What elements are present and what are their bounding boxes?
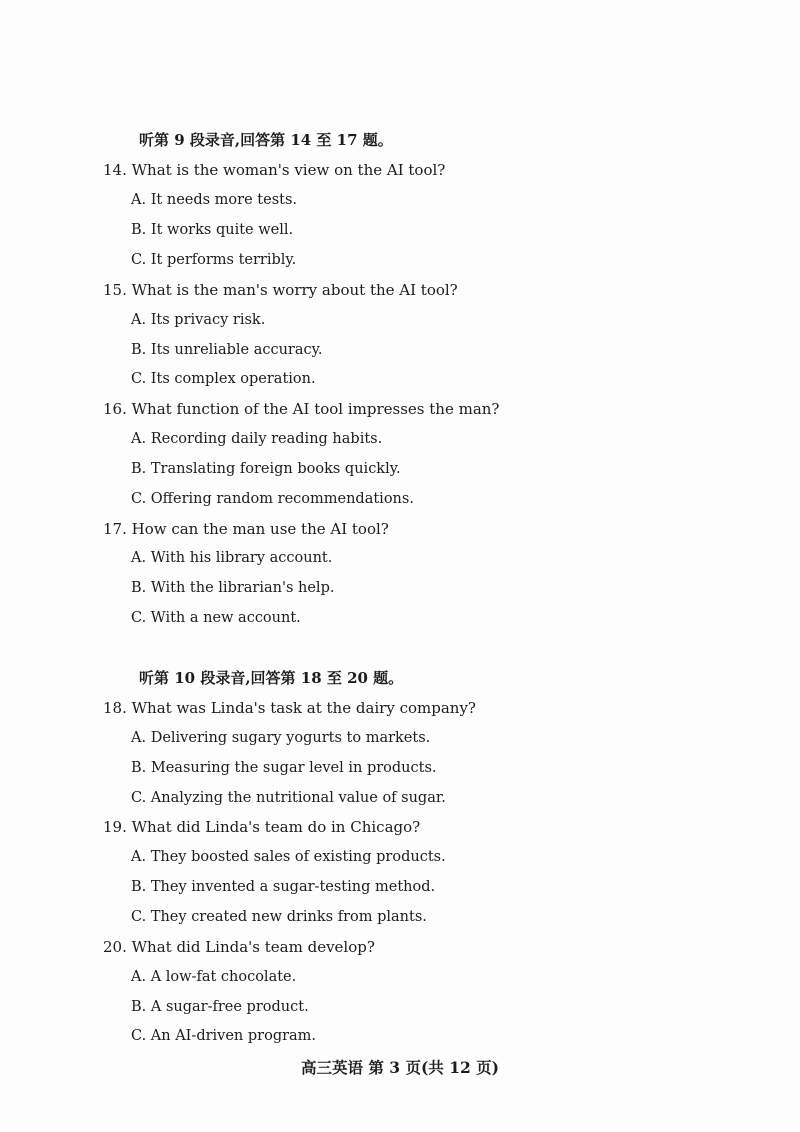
option-18b: B. Measuring the sugar level in products.: [131, 760, 437, 776]
option-15b: B. Its unreliable accuracy.: [131, 342, 323, 358]
option-19b: B. They invented a sugar-testing method.: [131, 879, 436, 895]
question-17: 17. How can the man use the AI tool?: [103, 520, 389, 538]
option-18a: A. Delivering sugary yogurts to markets.: [131, 730, 431, 746]
option-19a: A. They boosted sales of existing products.: [131, 849, 446, 865]
option-16b: B. Translating foreign books quickly.: [131, 461, 401, 477]
option-16c: C. Offering random recommendations.: [131, 491, 414, 507]
question-14: 14. What is the woman's view on the AI tool?: [103, 161, 446, 179]
section-heading: 听第 10 段录音,回答第 18 至 20 题。: [139, 669, 404, 687]
question-18: 18. What was Linda's task at the dairy company?: [103, 699, 476, 717]
option-18c: C. Analyzing the nutritional value of sugar.: [131, 790, 446, 806]
section-heading: 听第 9 段录音,回答第 14 至 17 题。: [139, 131, 393, 149]
option-17a: A. With his library account.: [131, 550, 333, 566]
option-20c: C. An AI-driven program.: [131, 1028, 317, 1044]
question-16: 16. What function of the AI tool impresses the man?: [103, 400, 500, 418]
option-15c: C. Its complex operation.: [131, 371, 316, 387]
option-19c: C. They created new drinks from plants.: [131, 909, 427, 925]
option-14c: C. It performs terribly.: [131, 252, 297, 268]
page-footer: 高三英语 第 3 页(共 12 页): [300, 1058, 499, 1077]
option-15a: A. Its privacy risk.: [131, 312, 266, 328]
option-20b: B. A sugar-free product.: [131, 999, 309, 1015]
option-16a: A. Recording daily reading habits.: [131, 431, 383, 447]
option-14b: B. It works quite well.: [131, 222, 294, 238]
option-17c: C. With a new account.: [131, 610, 301, 626]
question-15: 15. What is the man's worry about the AI tool?: [103, 281, 458, 299]
option-17b: B. With the librarian's help.: [131, 580, 335, 596]
question-20: 20. What did Linda's team develop?: [103, 938, 375, 956]
question-19: 19. What did Linda's team do in Chicago?: [103, 818, 421, 836]
option-20a: A. A low-fat chocolate.: [131, 969, 297, 985]
option-14a: A. It needs more tests.: [131, 192, 298, 208]
